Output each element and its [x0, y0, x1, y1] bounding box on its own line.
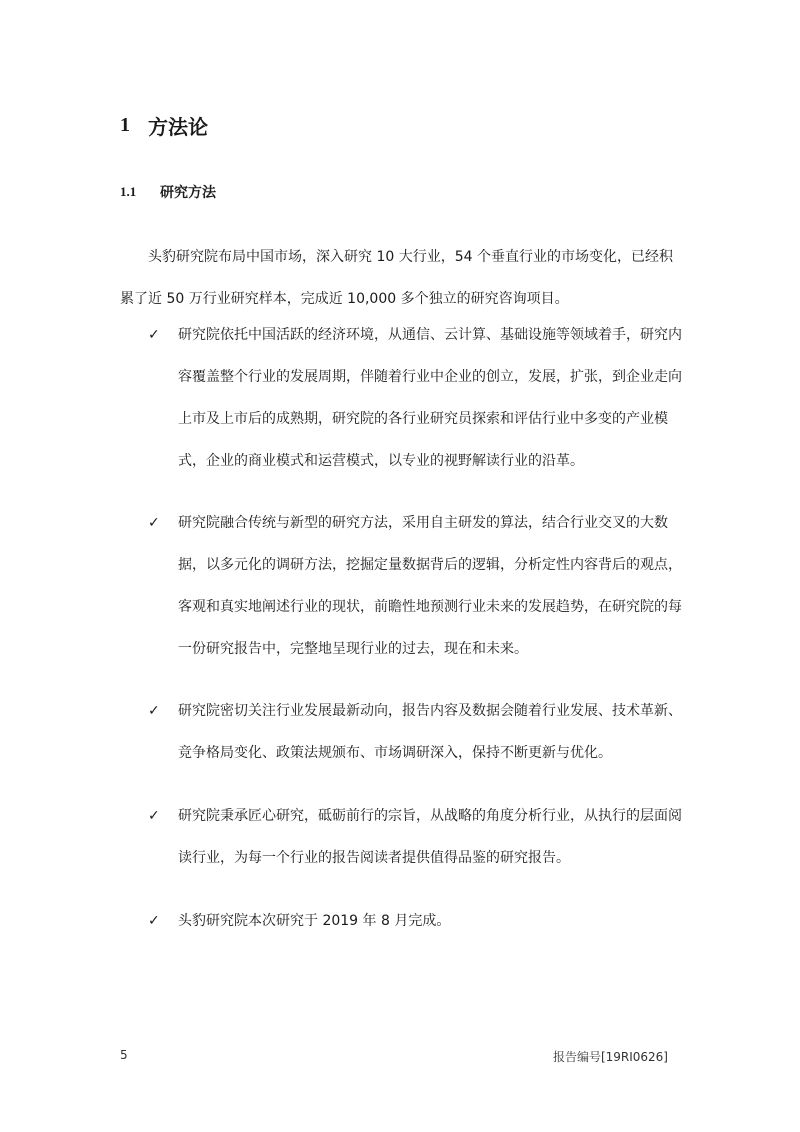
- bullet-item: [148, 314, 688, 482]
- checkmark-icon: ✓: [148, 515, 160, 531]
- intro-text: 头豹研究院布局中国市场，深入研究 10 大行业，54 个垂直行业的市场变化，已经积累了近 50 万行业研究样本，完成近 10,000 多个独立的研究咨询项目。: [120, 249, 673, 307]
- report-code: 报告编号[19RI0626]: [552, 1050, 668, 1064]
- page-number: 5: [120, 1048, 128, 1062]
- bullet-text: 研究院依托中国活跃的经济环境，从通信、云计算、基础设施等领域着手，研究内容覆盖整个行业的发展周期，伴随着行业中企业的创立，发展，扩张，到企业走向上市及上市后的成熟期，研究院的各行业研究员探索和评估行业中多变的产业模式，企业的商业模式和运营模式，以专业的视野解读行业的沿革。: [178, 327, 682, 469]
- checkmark-icon: ✓: [148, 327, 160, 343]
- subsection-title: 研究方法: [160, 185, 216, 201]
- intro-paragraph: [120, 236, 680, 320]
- checkmark-icon: ✓: [148, 703, 160, 719]
- bullet-item: [148, 900, 688, 942]
- bullet-item: [148, 795, 688, 879]
- section-number: 1: [120, 113, 130, 136]
- checkmark-icon: ✓: [148, 913, 160, 929]
- subsection-number: 1.1: [120, 184, 137, 199]
- bullet-text: 研究院融合传统与新型的研究方法，采用自主研发的算法，结合行业交叉的大数据，以多元化的调研方法，挖掘定量数据背后的逻辑，分析定性内容背后的观点，客观和真实地阐述行业的现状，前瞻性地预测行业未来的发展趋势，在研究院的每一份研究报告中，完整地呈现行业的过去，现在和未来。: [178, 515, 682, 657]
- section-heading: [120, 110, 208, 140]
- bullet-text: 头豹研究院本次研究于 2019 年 8 月完成。: [178, 913, 451, 929]
- bullet-text: 研究院密切关注行业发展最新动向，报告内容及数据会随着行业发展、技术革新、竞争格局变化、政策法规颁布、市场调研深入，保持不断更新与优化。: [178, 703, 682, 761]
- bullet-item: [148, 502, 688, 670]
- subsection-heading: [120, 182, 216, 202]
- bullet-text: 研究院秉承匠心研究，砥砺前行的宗旨，从战略的角度分析行业，从执行的层面阅读行业，为每一个行业的报告阅读者提供值得品鉴的研究报告。: [178, 808, 682, 866]
- bullet-item: [148, 690, 688, 774]
- checkmark-icon: ✓: [148, 808, 160, 824]
- section-title: 方法论: [148, 114, 208, 139]
